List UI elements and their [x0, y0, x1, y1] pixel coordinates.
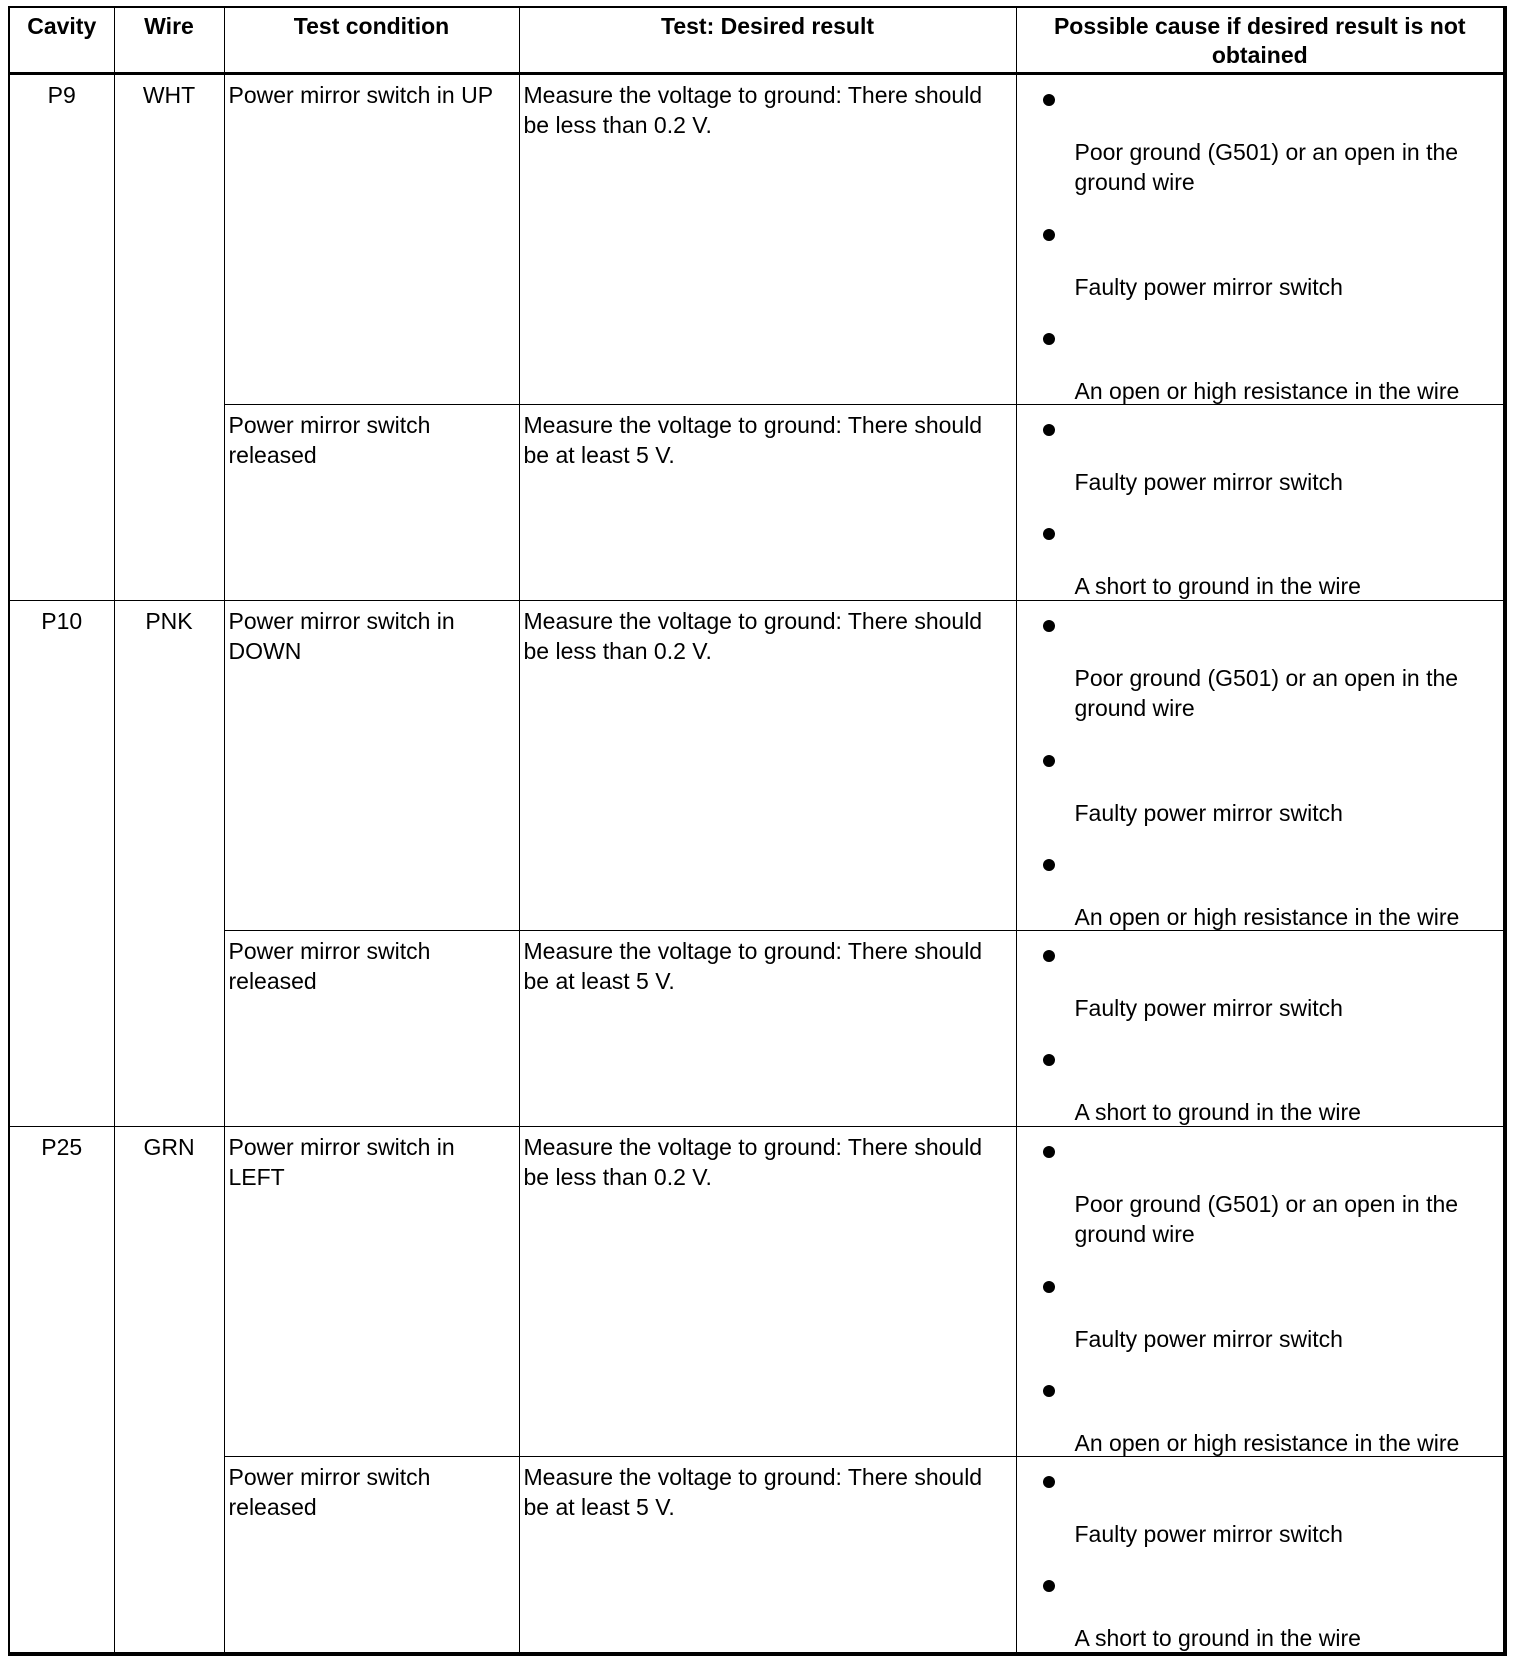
bullet-icon: [1043, 1476, 1055, 1488]
table-row: [9, 601, 1505, 931]
possible-cause-cell: [1016, 405, 1505, 601]
table-row: [9, 931, 1505, 1127]
header-desired-result: Test: Desired result: [519, 7, 1016, 74]
cause-text: An open or high resistance in the wire: [1074, 1430, 1460, 1456]
bullet-icon: [1043, 1054, 1055, 1066]
desired-result-cell: Measure the voltage to ground: There should be less than 0.2 V.: [519, 601, 1016, 931]
list-item: [1021, 1040, 1500, 1126]
bullet-icon: [1043, 424, 1055, 436]
list-item: [1021, 319, 1500, 404]
possible-cause-cell: [1016, 931, 1505, 1127]
cause-text: An open or high resistance in the wire: [1074, 378, 1460, 404]
bullet-icon: [1043, 333, 1055, 345]
cause-text: Faulty power mirror switch: [1074, 800, 1343, 826]
cause-text: A short to ground in the wire: [1074, 1625, 1361, 1651]
cause-text: Faulty power mirror switch: [1074, 1326, 1343, 1352]
cavity-cell: P25: [9, 1127, 114, 1655]
bullet-icon: [1043, 620, 1055, 632]
possible-cause-cell: [1016, 1457, 1505, 1655]
possible-cause-cell: [1016, 74, 1505, 405]
cause-text: A short to ground in the wire: [1074, 573, 1361, 599]
list-item: [1021, 80, 1500, 215]
table-row: [9, 405, 1505, 601]
table-body: [9, 74, 1505, 1655]
cause-text: Poor ground (G501) or an open in the ground wire: [1074, 139, 1459, 195]
header-row: [9, 7, 1505, 74]
cause-list: [1021, 936, 1500, 1126]
cause-list: [1021, 606, 1500, 930]
desired-result-cell: Measure the voltage to ground: There should be at least 5 V.: [519, 1457, 1016, 1655]
list-item: [1021, 215, 1500, 319]
bullet-icon: [1043, 94, 1055, 106]
bullet-icon: [1043, 229, 1055, 241]
cause-text: Faulty power mirror switch: [1074, 469, 1343, 495]
list-item: [1021, 1132, 1500, 1267]
bullet-icon: [1043, 1146, 1055, 1158]
header-test-condition: Test condition: [224, 7, 519, 74]
test-condition-cell: Power mirror switch released: [224, 405, 519, 601]
possible-cause-cell: [1016, 601, 1505, 931]
cause-list: [1021, 80, 1500, 404]
list-item: [1021, 1566, 1500, 1652]
list-item: [1021, 741, 1500, 845]
cause-text: Faulty power mirror switch: [1074, 274, 1343, 300]
test-condition-cell: Power mirror switch in LEFT: [224, 1127, 519, 1457]
table-header: [9, 7, 1505, 74]
list-item: [1021, 1267, 1500, 1371]
table-row: [9, 1457, 1505, 1655]
desired-result-cell: Measure the voltage to ground: There should be at least 5 V.: [519, 931, 1016, 1127]
list-item: [1021, 1371, 1500, 1456]
cause-text: Poor ground (G501) or an open in the ground wire: [1074, 665, 1459, 721]
bullet-icon: [1043, 950, 1055, 962]
test-condition-cell: Power mirror switch in UP: [224, 74, 519, 405]
list-item: [1021, 606, 1500, 741]
cause-list: [1021, 1132, 1500, 1456]
diagnostic-table-container: [8, 6, 1507, 1656]
desired-result-cell: Measure the voltage to ground: There should be less than 0.2 V.: [519, 74, 1016, 405]
bullet-icon: [1043, 755, 1055, 767]
bullet-icon: [1043, 1281, 1055, 1293]
list-item: [1021, 1462, 1500, 1566]
wire-cell: GRN: [114, 1127, 224, 1655]
bullet-icon: [1043, 859, 1055, 871]
cause-text: Faulty power mirror switch: [1074, 995, 1343, 1021]
list-item: [1021, 845, 1500, 930]
cavity-cell: P10: [9, 601, 114, 1127]
cause-list: [1021, 410, 1500, 600]
test-condition-cell: Power mirror switch in DOWN: [224, 601, 519, 931]
cause-text: A short to ground in the wire: [1074, 1099, 1361, 1125]
desired-result-cell: Measure the voltage to ground: There should be less than 0.2 V.: [519, 1127, 1016, 1457]
diagnostic-table: [8, 6, 1507, 1656]
table-row: [9, 1127, 1505, 1457]
test-condition-cell: Power mirror switch released: [224, 931, 519, 1127]
bullet-icon: [1043, 1580, 1055, 1592]
test-condition-cell: Power mirror switch released: [224, 1457, 519, 1655]
list-item: [1021, 514, 1500, 600]
header-cavity: Cavity: [9, 7, 114, 74]
cause-list: [1021, 1462, 1500, 1652]
list-item: [1021, 936, 1500, 1040]
bullet-icon: [1043, 528, 1055, 540]
header-wire: Wire: [114, 7, 224, 74]
possible-cause-cell: [1016, 1127, 1505, 1457]
bullet-icon: [1043, 1385, 1055, 1397]
list-item: [1021, 410, 1500, 514]
cause-text: Poor ground (G501) or an open in the ground wire: [1074, 1191, 1459, 1247]
wire-cell: PNK: [114, 601, 224, 1127]
desired-result-cell: Measure the voltage to ground: There should be at least 5 V.: [519, 405, 1016, 601]
table-row: [9, 74, 1505, 405]
cause-text: An open or high resistance in the wire: [1074, 904, 1460, 930]
cavity-cell: P9: [9, 74, 114, 601]
header-possible-cause: Possible cause if desired result is not obtained: [1016, 7, 1505, 74]
wire-cell: WHT: [114, 74, 224, 601]
cause-text: Faulty power mirror switch: [1074, 1521, 1343, 1547]
